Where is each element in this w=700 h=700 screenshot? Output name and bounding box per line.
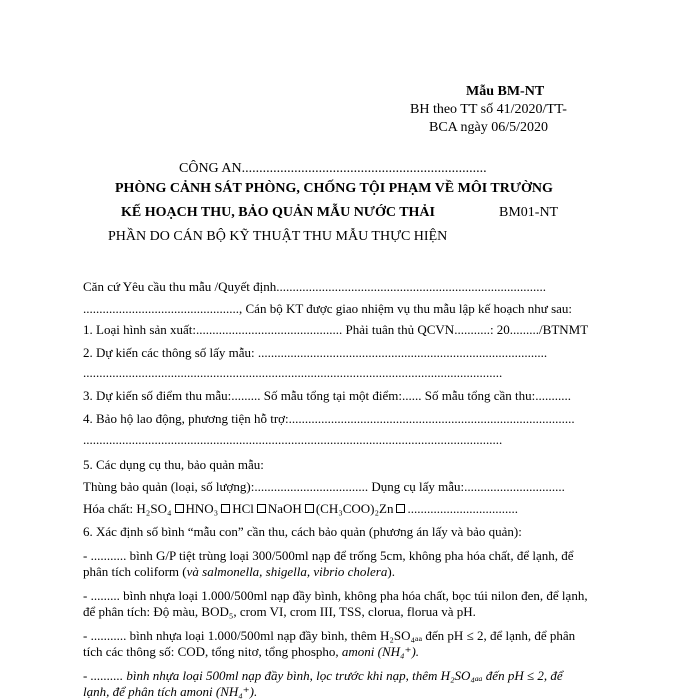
bottle-2-line-2: để phân tích: Độ màu, BOD₅, crom VI, crom III, TSS, clorua, florua và pH. <box>83 604 476 619</box>
item-2-dots: ................................................................................................................................. <box>83 365 503 380</box>
bottle-3-line-1: - ........... bình nhựa loại 1.000/500ml nạp đầy bình, thêm H₂SO₄ₐₐ đến pH ≤ 2, để lạnh, để phân <box>83 628 576 643</box>
chem-hno3-checkbox[interactable] <box>221 504 230 513</box>
item-1-production-type: 1. Loại hình sản xuất:............................................. Phải tuân thủ QCVN...........: 20........./BTNMT <box>83 322 589 337</box>
document-code: BM01-NT <box>499 205 559 220</box>
chem-naoh-label: NaOH <box>267 501 302 516</box>
bottle-4-line-2: lạnh, để phân tích amoni (NH₄⁺). <box>83 684 258 699</box>
item-4-dots: ................................................................................................................................. <box>83 432 503 447</box>
item-5-tools: 5. Các dụng cụ thu, bảo quản mẫu: <box>83 457 264 472</box>
chem-hcl-label: HCl <box>232 501 254 516</box>
chemicals-line <box>83 501 518 517</box>
agency-department: PHÒNG CẢNH SÁT PHÒNG, CHỐNG TỘI PHẠM VỀ MÔI TRƯỜNG <box>115 181 553 196</box>
issued-line-1: BH theo TT số 41/2020/TT- <box>410 102 567 117</box>
chem-other-dots: .................................. <box>407 501 518 516</box>
officer-line: ................................................, Cán bộ KT được giao nhiệm vụ thu mẫu lập kế hoạch như sau: <box>83 301 573 316</box>
agency-cong-an: CÔNG AN...................................................................... <box>179 161 487 176</box>
bottle-1-organisms: và salmonella, shigella, vibrio cholera <box>186 564 388 579</box>
item-4-protection: 4. Bảo hộ lao động, phương tiện hỗ trợ:........................................................................................ <box>83 411 575 426</box>
item-3-sampling-points: 3. Dự kiến số điểm thu mẫu:......... Số mẫu tổng tại một điểm:...... Số mẫu tổng cần thu:........... <box>83 388 572 403</box>
document-title: KẾ HOẠCH THU, BẢO QUẢN MẪU NƯỚC THẢI <box>121 205 435 220</box>
chem-hcl-checkbox[interactable] <box>257 504 266 513</box>
item-6-bottles: 6. Xác định số bình “mẫu con” cần thu, cách bảo quản (phương án lấy và bảo quản): <box>83 524 522 539</box>
chem-znac-checkbox[interactable] <box>396 504 405 513</box>
chem-naoh-checkbox[interactable] <box>305 504 314 513</box>
document-subtitle: PHẦN DO CÁN BỘ KỸ THUẬT THU MẪU THỰC HIỆN <box>108 229 448 244</box>
container-line: Thùng bảo quản (loại, số lượng):................................... Dụng cụ lấy mẫu:............................... <box>83 479 565 494</box>
chemicals-label: Hóa chất: <box>83 501 137 516</box>
chem-hno3-label: HNO₃ <box>185 501 219 516</box>
form-code: Mẫu BM-NT <box>466 84 545 99</box>
chem-h2so4-checkbox[interactable] <box>175 504 184 513</box>
item-2-parameters: 2. Dự kiến các thông số lấy mẫu: ......................................................................................... <box>83 345 548 360</box>
bottle-3-text: tích các thông số: COD, tổng nitơ, tổng phospho, <box>83 644 342 659</box>
bottle-1-text: phân tích coliform ( <box>83 564 187 579</box>
bottle-3-amoni: amoni (NH₄⁺). <box>341 644 420 659</box>
bottle-1-line-1: - ........... bình G/P tiệt trùng loại 300/500ml nạp để trống 5cm, không pha hóa chất, để lạnh, để <box>83 548 574 563</box>
bottle-1-end: ). <box>387 564 395 579</box>
bottle-4-line-1: - .......... bình nhựa loại 500ml nạp đầy bình, lọc trước khi nạp, thêm H₂SO₄ₐₐ đến pH ≤ 2, để <box>83 668 563 683</box>
issued-line-2: BCA ngày 06/5/2020 <box>429 120 549 135</box>
chem-h2so4-label: H₂SO₄ <box>136 501 172 516</box>
bottle-2-line-1: - ......... bình nhựa loại 1.000/500ml nạp đầy bình, không pha hóa chất, bọc túi nilon đen, để lạnh, <box>83 588 588 603</box>
basis-line: Căn cứ Yêu cầu thu mẫu /Quyết định................................................................................... <box>83 279 546 294</box>
chem-znac-label: (CH₃COO)₂Zn <box>315 501 394 516</box>
bottle-1-line-2 <box>83 564 395 580</box>
bottle-3-line-2 <box>83 644 419 660</box>
